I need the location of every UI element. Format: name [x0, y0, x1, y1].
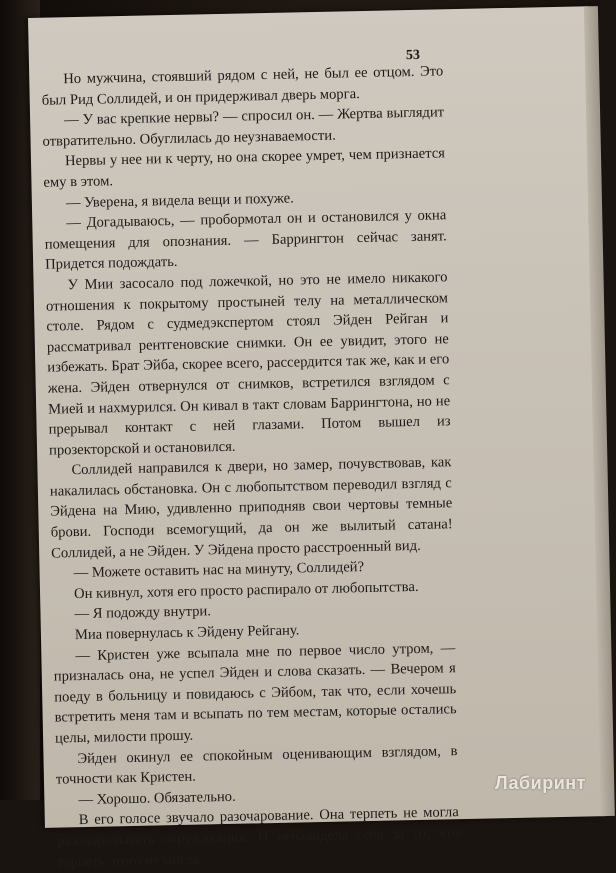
- paragraph: У Мии засосало под ложечкой, но это не имело никакого отношения к покрытому простыней телу на металлическом столе. Рядом с судмедэкспертом стоял Эйден Рейган и рассматривал рентгеновские снимки. Он ее увидит, этого не избежать. Брат Эйба, скорее всего, рассердится так же, как и его жена. Эйден отвернулся от снимков, встретился взглядом с Мией и нахмурился. Он кивал в такт словам Баррингтона, но не прерывал контакт с ней глазами. Потом вышел из прозекторской и остановился.: [45, 269, 451, 459]
- paragraph: В его голосе звучало разочарование. Она терпеть не могла разочаровывать окружающих. И ненавидела себя за то, что терпеть этого не могла.: [57, 804, 460, 871]
- paragraph: — Я подожду внутри.: [74, 603, 212, 623]
- paragraph: Он кивнул, хотя его просто распирало от любопытства.: [73, 578, 419, 603]
- paragraph: — Догадываюсь, — пробормотал он и остановился у окна помещения для опознания. — Баррингтон сейчас занят. Придется подождать.: [44, 207, 447, 274]
- paragraph: — Можете оставить нас на минуту, Соллидей?: [73, 559, 365, 582]
- page-edge: [584, 6, 615, 816]
- watermark-logo: Лабиринт: [494, 773, 586, 793]
- paragraph: Нервы у нее ни к черту, но она скорее умрет, чем признается ему в этом.: [43, 145, 446, 191]
- paragraph: Но мужчина, стоявший рядом с ней, не был ее отцом. Это был Рид Соллидей, и он придерживал дверь морга.: [41, 63, 444, 109]
- book-page: [28, 6, 605, 871]
- paragraph: Эйден окинул ее спокойным оценивающим взглядом, в точности как Кристен.: [55, 742, 458, 788]
- paragraph: Соллидей направился к двери, но замер, почувствовав, как накалилась обстановка. Он с любопытством переводил взгляд с Эйдена на Мию, удивленно приподняв свои чертовы темные брови. Господи всемогущий, да он же вылитый сатана! Соллидей, а не Эйден. У Эйдена просто расстроенный вид.: [49, 454, 453, 562]
- page-number: 53: [405, 47, 421, 64]
- paragraph: — У вас крепкие нервы? — спросил он. — Жертва выглядит отвратительно. Обуглилась до неузнаваемости.: [42, 104, 445, 150]
- paragraph: — Кристен уже всыпала мне по первое число утром, — призналась она, не успел Эйден и слова сказать. — Вечером я поеду в больницу и повидаюсь с Эйбом, так что, если хочешь встретить меня там и всыпать по тем местам, которые остались целы, милости прошу.: [53, 639, 457, 747]
- page-text: [41, 61, 460, 872]
- paragraph: — Уверена, я видела вещи и похуже.: [65, 190, 294, 211]
- paragraph: Миа повернулась к Эйдену Рейгану.: [74, 622, 300, 644]
- paragraph: — Хорошо. Обязательно.: [78, 788, 236, 808]
